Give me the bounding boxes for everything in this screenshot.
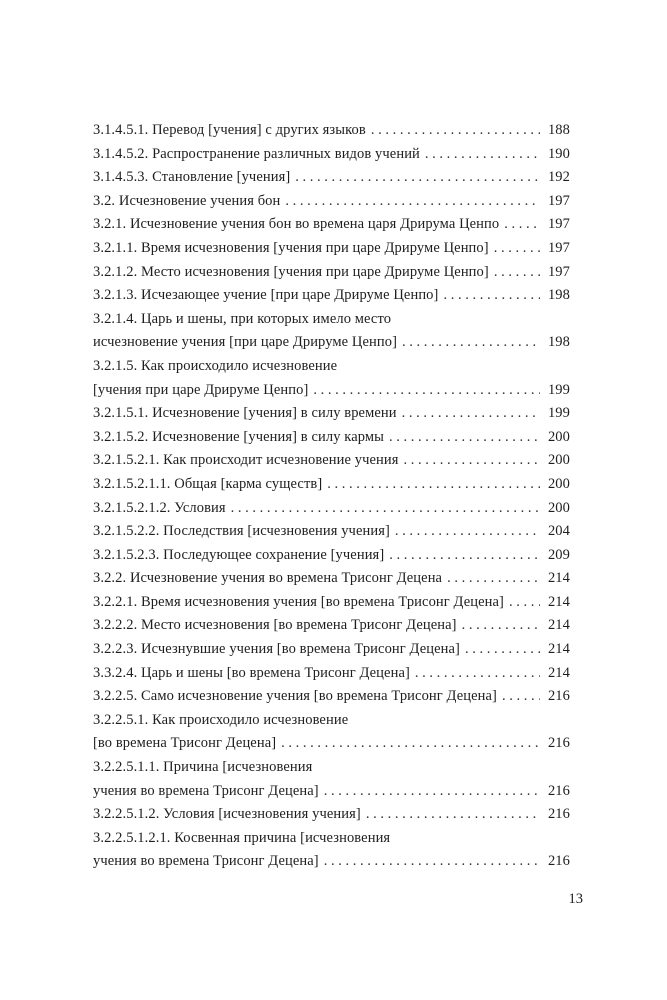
- toc-entry-line: [93, 379, 570, 403]
- toc-entry-text: 3.1.4.5.1. Перевод [учения] с других языков: [93, 122, 366, 138]
- dot-leader: [504, 213, 540, 237]
- toc-entry: [93, 284, 570, 308]
- toc-entry: [93, 426, 570, 450]
- toc-entry-line: [93, 426, 570, 450]
- toc-entry: [93, 756, 570, 803]
- toc-entry-text: 3.1.4.5.3. Становление [учения]: [93, 169, 291, 186]
- toc-entry-line-continued: [93, 355, 570, 379]
- toc-entry-line: [93, 473, 570, 497]
- dot-leader: [502, 685, 540, 709]
- toc-entry-line: [93, 614, 570, 638]
- toc-entry-text: 3.2.2.2. Место исчезновения [во времена Трисонг Децена]: [93, 617, 457, 634]
- toc-entry-line: [93, 190, 570, 214]
- toc-entry-line: [93, 544, 570, 568]
- toc-entry: [93, 355, 570, 402]
- toc-entry-page: 209: [547, 546, 570, 563]
- toc-entry-page: 192: [547, 169, 570, 186]
- toc-entry-text: 3.2.1.5. Как происходило исчезновение: [93, 357, 338, 374]
- toc-entry-page: 200: [547, 499, 570, 516]
- dot-leader: [295, 166, 540, 190]
- toc-entry-line: [93, 497, 570, 521]
- toc-entry-page: 216: [547, 782, 570, 799]
- toc-entry-text: учения во времена Трисонг Децена]: [93, 782, 319, 799]
- toc-entry-text: 3.2.1.4. Царь и шены, при которых имело место: [93, 310, 392, 327]
- toc-entry: [93, 591, 570, 615]
- toc-entry: [93, 166, 570, 190]
- toc-entry-text: 3.2.1.2. Место исчезновения [учения при царе Дрируме Ценпо]: [93, 263, 489, 280]
- toc-entry-page: 190: [547, 145, 570, 162]
- toc-entry-text: 3.2.2.5.1.2.1. Косвенная причина [исчезновения: [93, 829, 391, 846]
- toc-entry-line: [93, 237, 570, 261]
- dot-leader: [395, 520, 540, 544]
- toc-entry-page: 216: [547, 806, 570, 823]
- toc-entry: [93, 638, 570, 662]
- toc-entry-text: 3.2.1.5.2.1.1. Общая [карма существ]: [93, 475, 323, 492]
- toc-entry: [93, 473, 570, 497]
- dot-leader: [313, 379, 540, 403]
- dot-leader: [425, 143, 540, 167]
- toc-entry: [93, 449, 570, 473]
- toc-entry-page: 216: [547, 853, 570, 870]
- toc-entry-text: 3.2.1.1. Время исчезновения [учения при царе Дрируме Ценпо]: [93, 239, 489, 256]
- dot-leader: [443, 284, 540, 308]
- toc-entry-text: [учения при царе Дрируме Ценпо]: [93, 381, 309, 398]
- toc-entry-text: 3.3.2.4. Царь и шены [во времена Трисонг Децена]: [93, 664, 410, 681]
- toc-entry-page: 214: [547, 617, 570, 634]
- toc-entry-page: 199: [547, 405, 570, 422]
- toc-entry-page: 214: [547, 570, 570, 587]
- toc-entry-text: 3.2.2.5.1.1. Причина [исчезновения: [93, 759, 313, 776]
- toc-entry-line-continued: [93, 756, 570, 780]
- toc-entry-line: [93, 402, 570, 426]
- toc-entry-page: 200: [547, 475, 570, 492]
- toc-entry-page: 204: [547, 523, 570, 540]
- toc-entry-line: [93, 166, 570, 190]
- toc-entry-line-continued: [93, 709, 570, 733]
- toc-entry-page: 214: [547, 593, 570, 610]
- dot-leader: [324, 850, 540, 874]
- toc-entry-text: 3.2.2.1. Время исчезновения учения [во времена Трисонг Децена]: [93, 593, 504, 610]
- toc-entry-text: 3.2.1.5.2.1.2. Условия: [93, 499, 226, 516]
- dot-leader: [465, 638, 540, 662]
- dot-leader: [402, 402, 540, 426]
- dot-leader: [509, 591, 540, 615]
- toc-entry: [93, 497, 570, 521]
- dot-leader: [371, 119, 540, 143]
- toc-entry: [93, 662, 570, 686]
- toc-entry-text: [во времена Трисонг Децена]: [93, 735, 277, 752]
- toc-entry-page: 200: [547, 452, 570, 469]
- toc-entry-text: 3.2.2. Исчезновение учения во времена Трисонг Децена: [93, 570, 443, 587]
- dot-leader: [494, 237, 540, 261]
- dot-leader: [285, 190, 540, 214]
- toc-entry: [93, 261, 570, 285]
- toc-entry-page: 197: [547, 216, 570, 233]
- dot-leader: [231, 497, 540, 521]
- toc-entry-text: 3.2.1.5.2.2. Последствия [исчезновения учения]: [93, 523, 390, 540]
- toc-entry-line-continued: [93, 308, 570, 332]
- toc-entry-text: 3.2.2.3. Исчезнувшие учения [во времена Трисонг Децена]: [93, 641, 460, 658]
- toc-entry-text: 3.2.2.5. Само исчезновение учения [во времена Трисонг Децена]: [93, 688, 497, 705]
- toc-entry-page: 199: [547, 381, 570, 398]
- toc-entry-line: [93, 732, 570, 756]
- toc-entry: [93, 213, 570, 237]
- toc-entry-text: 3.2.1.5.2.1. Как происходит исчезновение учения: [93, 452, 399, 469]
- toc-entry-text: 3.1.4.5.2. Распространение различных видов учений: [93, 145, 420, 162]
- dot-leader: [281, 732, 540, 756]
- page-number: 13: [568, 891, 583, 907]
- toc-entry-page: 214: [547, 641, 570, 658]
- toc-entry-line: [93, 591, 570, 615]
- toc-entry: [93, 803, 570, 827]
- toc-entry-text: 3.2.1.5.1. Исчезновение [учения] в силу времени: [93, 405, 397, 422]
- toc-entry-text: 3.2.1.5.2.3. Последующее сохранение [учения]: [93, 546, 385, 563]
- toc-entry-line: [93, 213, 570, 237]
- dot-leader: [327, 473, 540, 497]
- dot-leader: [447, 567, 540, 591]
- toc-entry: [93, 567, 570, 591]
- toc-entry-page: 216: [547, 688, 570, 705]
- toc-entry-line: [93, 662, 570, 686]
- toc-entry: [93, 308, 570, 355]
- table-of-contents: [93, 119, 570, 874]
- toc-entry: [93, 709, 570, 756]
- toc-entry-line: [93, 331, 570, 355]
- toc-entry-line: [93, 850, 570, 874]
- dot-leader: [462, 614, 540, 638]
- toc-entry-text: учения во времена Трисонг Децена]: [93, 853, 319, 870]
- toc-entry-line: [93, 449, 570, 473]
- toc-entry-text: 3.2. Исчезновение учения бон: [93, 192, 281, 209]
- toc-entry: [93, 237, 570, 261]
- toc-entry-text: 3.2.2.5.1.2. Условия [исчезновения учения]: [93, 806, 361, 823]
- toc-entry-line: [93, 119, 570, 143]
- toc-entry: [93, 827, 570, 874]
- toc-entry-page: 214: [547, 664, 570, 681]
- toc-entry-text: 3.2.2.5.1. Как происходило исчезновение: [93, 711, 349, 728]
- dot-leader: [404, 449, 540, 473]
- toc-entry-page: 216: [547, 735, 570, 752]
- toc-entry: [93, 685, 570, 709]
- dot-leader: [389, 426, 540, 450]
- toc-entry-page: 197: [547, 263, 570, 280]
- toc-entry-line: [93, 567, 570, 591]
- toc-entry: [93, 143, 570, 167]
- toc-entry: [93, 402, 570, 426]
- toc-entry-page: 197: [547, 239, 570, 256]
- toc-entry-line: [93, 780, 570, 804]
- toc-entry: [93, 614, 570, 638]
- dot-leader: [402, 331, 540, 355]
- toc-entry-line: [93, 284, 570, 308]
- toc-entry: [93, 119, 570, 143]
- toc-entry-text: исчезновение учения [при царе Дрируме Ценпо]: [93, 334, 398, 351]
- toc-entry-text: 3.2.1. Исчезновение учения бон во времена царя Дрирума Ценпо: [93, 216, 500, 233]
- toc-entry-line: [93, 261, 570, 285]
- toc-entry-line: [93, 685, 570, 709]
- dot-leader: [415, 662, 540, 686]
- dot-leader: [494, 261, 540, 285]
- dot-leader: [366, 803, 540, 827]
- dot-leader: [324, 780, 540, 804]
- dot-leader: [389, 544, 540, 568]
- toc-entry-line: [93, 143, 570, 167]
- toc-entry-page: 198: [547, 334, 570, 351]
- toc-entry-line: [93, 520, 570, 544]
- toc-entry-text: 3.2.1.5.2. Исчезновение [учения] в силу кармы: [93, 428, 384, 445]
- toc-entry: [93, 520, 570, 544]
- toc-entry-page: 200: [547, 428, 570, 445]
- toc-entry-page: 188: [547, 122, 570, 138]
- toc-entry-text: 3.2.1.3. Исчезающее учение [при царе Дрируме Ценпо]: [93, 287, 439, 304]
- toc-entry-line-continued: [93, 827, 570, 851]
- toc-entry: [93, 544, 570, 568]
- toc-entry-line: [93, 638, 570, 662]
- toc-entry-page: 198: [547, 287, 570, 304]
- toc-entry-page: 197: [547, 192, 570, 209]
- toc-entry-line: [93, 803, 570, 827]
- toc-entry: [93, 190, 570, 214]
